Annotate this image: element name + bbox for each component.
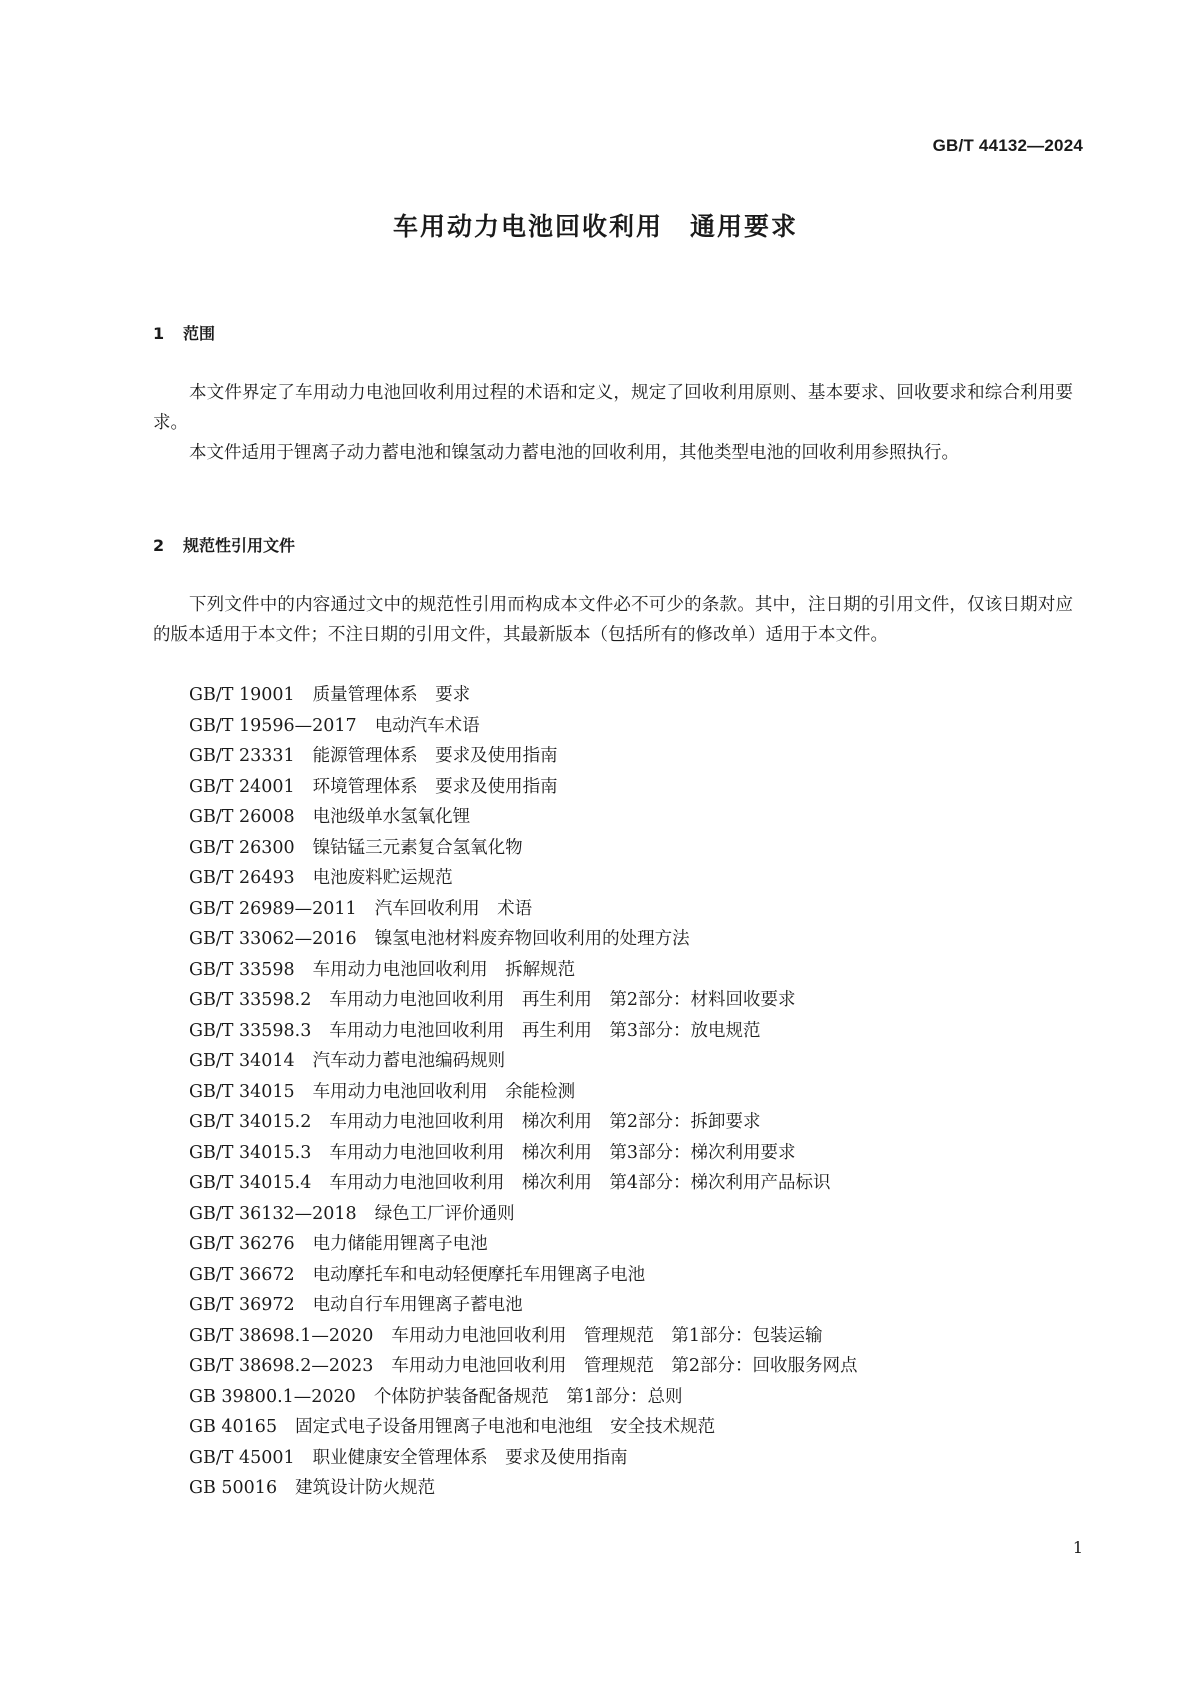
- reference-item: [189, 1168, 858, 1199]
- reference-code: GB/T 33598: [189, 959, 295, 980]
- page-number: 1: [1072, 1538, 1083, 1557]
- scope-paragraph-1: 本文件界定了车用动力电池回收利用过程的术语和定义，规定了回收利用原则、基本要求、回收要求和综合利用要求。: [153, 383, 1073, 433]
- reference-title: 个体防护装备配备规范 第1部分：总则: [373, 1386, 683, 1407]
- reference-code: GB/T 33062—2016: [189, 929, 357, 949]
- reference-title: 电动汽车术语: [374, 715, 480, 736]
- reference-title: 电池废料贮运规范: [312, 868, 453, 888]
- reference-code: GB/T 34014: [189, 1051, 295, 1071]
- reference-code: GB/T 24001: [189, 776, 295, 797]
- reference-item: [189, 772, 858, 803]
- reference-item: [189, 894, 858, 925]
- reference-item: [189, 1351, 858, 1382]
- reference-item: [189, 1138, 858, 1169]
- reference-title: 镍钴锰三元素复合氢氧化物: [312, 837, 523, 858]
- section-title: 范围: [183, 324, 216, 343]
- section-number: 1: [153, 324, 165, 343]
- reference-code: GB/T 26300: [189, 837, 295, 858]
- reference-item: [189, 1321, 858, 1352]
- reference-item: [189, 985, 858, 1016]
- reference-item: [189, 711, 858, 742]
- reference-code: GB/T 36276: [189, 1234, 295, 1254]
- references-intro-paragraph: 下列文件中的内容通过文中的规范性引用而构成本文件必不可少的条款。其中，注日期的引用文件，仅该日期对应的版本适用于本文件；不注日期的引用文件，其最新版本（包括所有的修改单）适用于本文件。: [153, 595, 1073, 645]
- reference-item: [189, 1016, 858, 1047]
- reference-title: 建筑设计防火规范: [295, 1478, 436, 1498]
- reference-title: 电池级单水氢氧化锂: [312, 807, 471, 827]
- reference-code: GB/T 26989—2011: [189, 898, 357, 919]
- reference-title: 固定式电子设备用锂离子电池和电池组 安全技术规范: [295, 1417, 716, 1437]
- reference-item: [189, 955, 858, 986]
- reference-code: GB/T 36672: [189, 1264, 295, 1285]
- reference-item: [189, 1046, 858, 1077]
- reference-code: GB/T 36132—2018: [189, 1203, 357, 1224]
- reference-title: 能源管理体系 要求及使用指南: [312, 746, 558, 766]
- reference-title: 绿色工厂评价通则: [374, 1203, 515, 1224]
- reference-code: GB/T 34015.4: [189, 1173, 312, 1193]
- reference-title: 汽车回收利用 术语: [374, 898, 533, 919]
- reference-title: 车用动力电池回收利用 梯次利用 第4部分：梯次利用产品标识: [329, 1173, 831, 1193]
- reference-title: 环境管理体系 要求及使用指南: [312, 776, 558, 797]
- section-number: 2: [153, 536, 165, 555]
- reference-title: 职业健康安全管理体系 要求及使用指南: [312, 1447, 628, 1468]
- reference-code: GB/T 34015.3: [189, 1142, 312, 1163]
- reference-title: 车用动力电池回收利用 管理规范 第2部分：回收服务网点: [391, 1356, 858, 1376]
- scope-paragraph-2: 本文件适用于锂离子动力蓄电池和镍氢动力蓄电池的回收利用，其他类型电池的回收利用参照执行。: [189, 443, 959, 463]
- reference-item: [189, 1412, 858, 1443]
- reference-item: [189, 680, 858, 711]
- reference-title: 镍氢电池材料废弃物回收利用的处理方法: [374, 929, 690, 949]
- reference-code: GB 50016: [189, 1478, 278, 1498]
- reference-code: GB/T 26493: [189, 868, 295, 888]
- reference-item: [189, 833, 858, 864]
- reference-item: [189, 1473, 858, 1504]
- reference-title: 电力储能用锂离子电池: [312, 1234, 488, 1254]
- reference-item: [189, 1382, 858, 1413]
- reference-title: 电动摩托车和电动轻便摩托车用锂离子电池: [312, 1264, 646, 1285]
- section-heading-normative-references: [153, 533, 295, 556]
- reference-title: 车用动力电池回收利用 管理规范 第1部分：包装运输: [391, 1325, 823, 1346]
- reference-title: 车用动力电池回收利用 余能检测: [312, 1081, 576, 1102]
- reference-title: 车用动力电池回收利用 再生利用 第3部分：放电规范: [329, 1020, 761, 1041]
- reference-item: [189, 924, 858, 955]
- reference-title: 汽车动力蓄电池编码规则: [312, 1051, 506, 1071]
- section-title: 规范性引用文件: [183, 536, 296, 555]
- reference-code: GB/T 19001: [189, 685, 295, 705]
- reference-list: [189, 680, 858, 1504]
- reference-code: GB/T 19596—2017: [189, 715, 357, 736]
- reference-title: 电动自行车用锂离子蓄电池: [312, 1295, 523, 1315]
- reference-code: GB/T 34015.2: [189, 1112, 312, 1132]
- standard-code: GB/T 44132—2024: [932, 136, 1083, 155]
- reference-code: GB/T 23331: [189, 746, 295, 766]
- reference-item: [189, 1443, 858, 1474]
- reference-title: 车用动力电池回收利用 再生利用 第2部分：材料回收要求: [329, 990, 796, 1010]
- reference-item: [189, 1290, 858, 1321]
- reference-code: GB/T 38698.1—2020: [189, 1325, 374, 1346]
- reference-item: [189, 802, 858, 833]
- reference-title: 车用动力电池回收利用 梯次利用 第3部分：梯次利用要求: [329, 1142, 796, 1163]
- reference-code: GB/T 33598.2: [189, 990, 312, 1010]
- reference-code: GB/T 26008: [189, 807, 295, 827]
- reference-code: GB 40165: [189, 1417, 278, 1437]
- reference-item: [189, 1260, 858, 1291]
- reference-title: 车用动力电池回收利用 拆解规范: [312, 959, 576, 980]
- reference-item: [189, 1077, 858, 1108]
- reference-code: GB 39800.1—2020: [189, 1386, 356, 1407]
- reference-item: [189, 741, 858, 772]
- reference-item: [189, 1229, 858, 1260]
- reference-code: GB/T 33598.3: [189, 1020, 312, 1041]
- reference-item: [189, 1199, 858, 1230]
- reference-code: GB/T 38698.2—2023: [189, 1356, 374, 1376]
- reference-code: GB/T 34015: [189, 1081, 295, 1102]
- reference-title: 车用动力电池回收利用 梯次利用 第2部分：拆卸要求: [329, 1112, 761, 1132]
- reference-item: [189, 863, 858, 894]
- document-title: 车用动力电池回收利用 通用要求: [392, 212, 798, 241]
- reference-code: GB/T 45001: [189, 1447, 295, 1468]
- reference-code: GB/T 36972: [189, 1295, 295, 1315]
- reference-item: [189, 1107, 858, 1138]
- section-heading-scope: [153, 321, 215, 344]
- reference-title: 质量管理体系 要求: [312, 685, 471, 705]
